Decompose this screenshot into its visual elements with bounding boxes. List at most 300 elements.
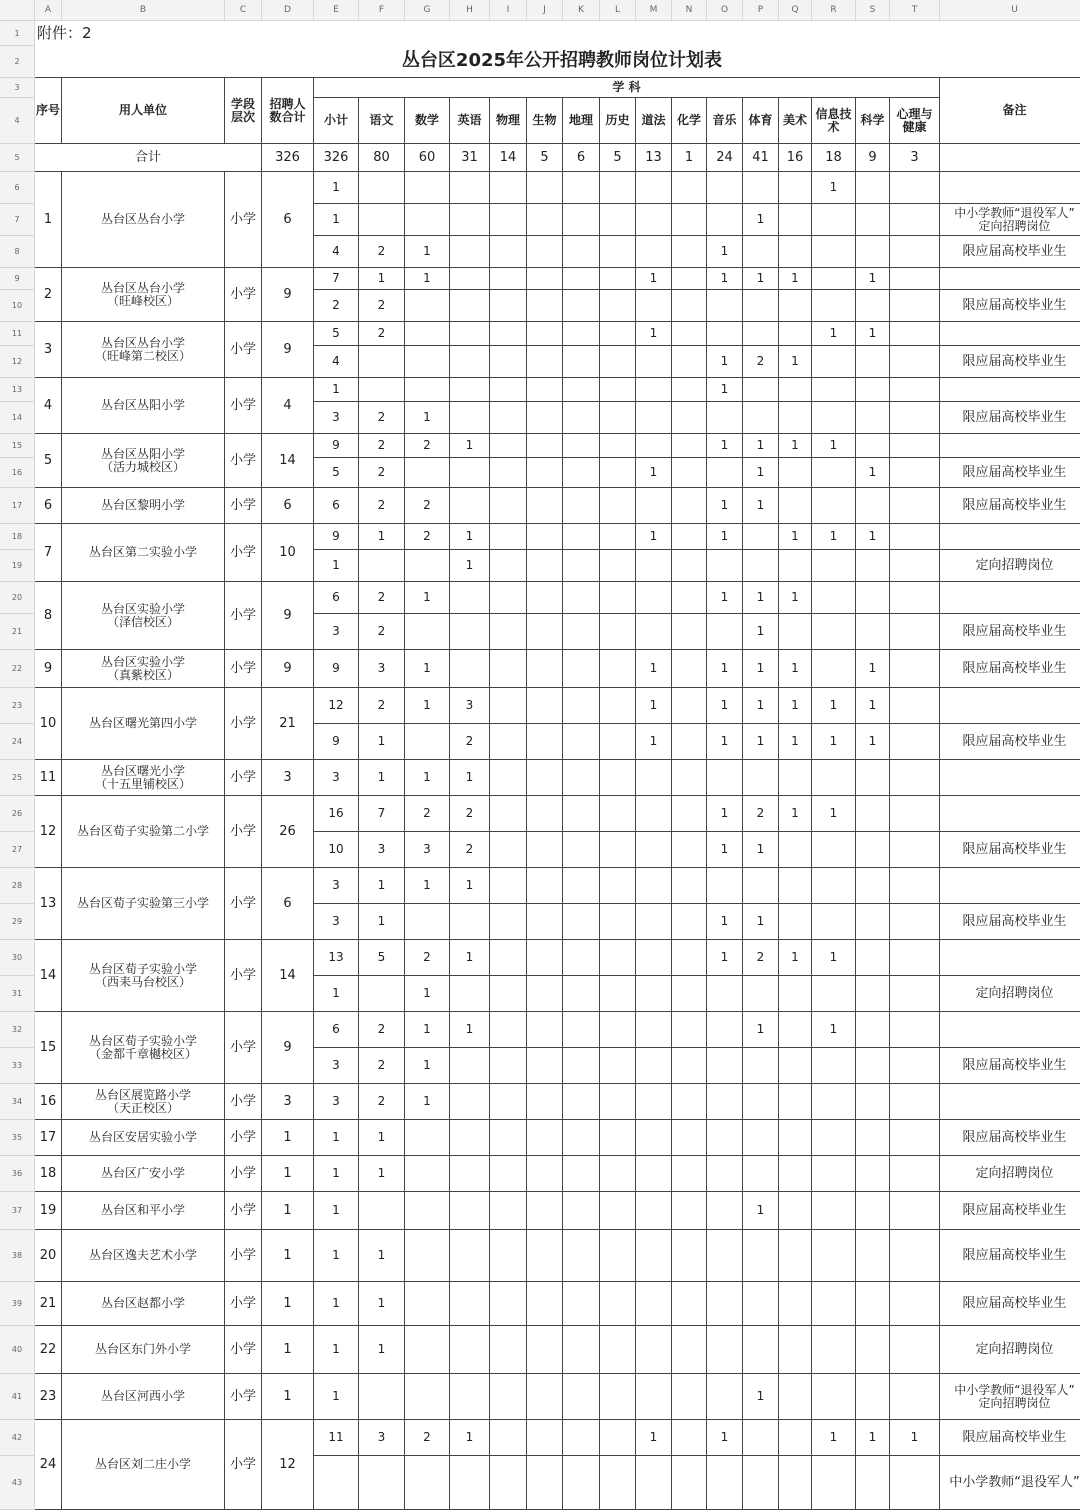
subject-value[interactable]: 1 (359, 760, 405, 796)
subject-value[interactable] (563, 524, 600, 550)
subject-value[interactable] (359, 172, 405, 204)
subject-value[interactable] (527, 1012, 563, 1048)
subject-value[interactable] (672, 688, 707, 724)
subject-value[interactable] (856, 434, 890, 458)
subject-value[interactable] (563, 236, 600, 268)
subject-value[interactable]: 1 (743, 1192, 779, 1230)
subject-value[interactable]: 2 (743, 796, 779, 832)
subject-value[interactable]: 1 (314, 1230, 359, 1282)
unit-seq[interactable]: 4 (35, 378, 62, 434)
subject-value[interactable] (672, 1192, 707, 1230)
subject-value[interactable] (450, 1230, 490, 1282)
subject-value[interactable]: 1 (359, 1230, 405, 1282)
subject-value[interactable] (890, 1192, 940, 1230)
column-header[interactable]: C (225, 0, 262, 21)
subject-value[interactable]: 1 (359, 268, 405, 290)
subject-value[interactable] (450, 1048, 490, 1084)
row-header[interactable]: 1 (0, 21, 35, 46)
header-subject[interactable]: 地理 (563, 98, 600, 144)
subject-value[interactable] (490, 378, 527, 402)
subject-value[interactable] (527, 402, 563, 434)
column-header[interactable]: E (314, 0, 359, 21)
subject-value[interactable] (490, 650, 527, 688)
subject-value[interactable] (600, 940, 636, 976)
subject-value[interactable] (890, 724, 940, 760)
subject-value[interactable] (812, 1456, 856, 1510)
subject-value[interactable] (743, 550, 779, 582)
subject-value[interactable]: 6 (314, 1012, 359, 1048)
unit-count[interactable]: 1 (262, 1282, 314, 1326)
subject-value[interactable]: 1 (405, 582, 450, 614)
subject-value[interactable] (636, 1012, 672, 1048)
subject-value[interactable] (450, 1192, 490, 1230)
subject-value[interactable]: 1 (359, 724, 405, 760)
subject-value[interactable] (527, 724, 563, 760)
subject-value[interactable] (890, 1048, 940, 1084)
unit-level[interactable]: 小学 (225, 650, 262, 688)
subject-value[interactable] (856, 904, 890, 940)
subject-value[interactable]: 1 (405, 402, 450, 434)
header-subject[interactable]: 体育 (743, 98, 779, 144)
subject-value[interactable]: 1 (636, 688, 672, 724)
subject-value[interactable] (812, 976, 856, 1012)
row-header[interactable]: 16 (0, 458, 35, 488)
subject-value[interactable] (563, 1282, 600, 1326)
subject-value[interactable] (707, 760, 743, 796)
subject-value[interactable]: 1 (743, 434, 779, 458)
subject-value[interactable]: 2 (405, 940, 450, 976)
subject-value[interactable]: 6 (314, 582, 359, 614)
subject-value[interactable] (405, 904, 450, 940)
subject-value[interactable]: 1 (707, 434, 743, 458)
subject-value[interactable] (779, 1048, 812, 1084)
subject-value[interactable]: 5 (314, 322, 359, 346)
remark[interactable]: 限应届高校毕业生 (940, 1048, 1080, 1084)
subject-value[interactable] (707, 1084, 743, 1120)
subject-value[interactable] (890, 760, 940, 796)
subject-value[interactable] (779, 322, 812, 346)
column-header[interactable]: A (35, 0, 62, 21)
subject-value[interactable]: 1 (707, 832, 743, 868)
subject-value[interactable] (600, 868, 636, 904)
subject-value[interactable] (450, 172, 490, 204)
subject-value[interactable]: 5 (314, 458, 359, 488)
row-header[interactable]: 9 (0, 268, 35, 290)
subject-value[interactable]: 1 (314, 1374, 359, 1420)
subject-value[interactable] (563, 172, 600, 204)
subject-value[interactable] (707, 290, 743, 322)
subject-value[interactable]: 1 (405, 1048, 450, 1084)
unit-level[interactable]: 小学 (225, 1420, 262, 1510)
subject-value[interactable]: 2 (405, 796, 450, 832)
subject-value[interactable] (405, 1230, 450, 1282)
subject-value[interactable] (812, 1282, 856, 1326)
subject-value[interactable] (490, 940, 527, 976)
subject-value[interactable] (600, 172, 636, 204)
subject-value[interactable] (527, 904, 563, 940)
subject-value[interactable] (600, 688, 636, 724)
subject-value[interactable] (527, 832, 563, 868)
subject-value[interactable] (450, 402, 490, 434)
subject-value[interactable] (600, 488, 636, 524)
subject-value[interactable]: 1 (405, 976, 450, 1012)
subject-value[interactable] (779, 378, 812, 402)
subject-value[interactable]: 1 (405, 236, 450, 268)
subject-value[interactable] (856, 940, 890, 976)
subject-value[interactable] (672, 378, 707, 402)
subject-value[interactable] (600, 290, 636, 322)
column-header[interactable]: H (450, 0, 490, 21)
subject-value[interactable] (812, 290, 856, 322)
subject-value[interactable] (743, 1456, 779, 1510)
unit-name[interactable]: 丛台区实验小学 （泽信校区） (62, 582, 225, 650)
subject-value[interactable] (527, 940, 563, 976)
subject-value[interactable] (672, 402, 707, 434)
unit-level[interactable]: 小学 (225, 378, 262, 434)
unit-seq[interactable]: 11 (35, 760, 62, 796)
row-header[interactable]: 15 (0, 434, 35, 458)
row-header[interactable]: 26 (0, 796, 35, 832)
subject-value[interactable]: 2 (359, 236, 405, 268)
subject-value[interactable] (490, 1230, 527, 1282)
subject-value[interactable] (359, 976, 405, 1012)
header-subject[interactable]: 语文 (359, 98, 405, 144)
unit-seq[interactable]: 9 (35, 650, 62, 688)
row-header[interactable]: 33 (0, 1048, 35, 1084)
unit-name[interactable]: 丛台区河西小学 (62, 1374, 225, 1420)
subject-value[interactable]: 1 (707, 688, 743, 724)
subject-value[interactable] (600, 1084, 636, 1120)
column-header[interactable]: P (743, 0, 779, 21)
subject-value[interactable] (707, 322, 743, 346)
subject-value[interactable] (636, 172, 672, 204)
subject-value[interactable]: 1 (707, 940, 743, 976)
subject-value[interactable] (779, 1012, 812, 1048)
subject-value[interactable] (707, 868, 743, 904)
subject-value[interactable]: 1 (707, 582, 743, 614)
subject-value[interactable] (779, 1084, 812, 1120)
subject-value[interactable] (527, 488, 563, 524)
row-header[interactable]: 39 (0, 1282, 35, 1326)
subject-value[interactable] (490, 172, 527, 204)
subject-value[interactable] (636, 346, 672, 378)
unit-level[interactable]: 小学 (225, 434, 262, 488)
subject-value[interactable]: 1 (707, 268, 743, 290)
subject-value[interactable]: 3 (359, 832, 405, 868)
subject-value[interactable]: 2 (359, 488, 405, 524)
subject-value[interactable] (600, 724, 636, 760)
subject-value[interactable] (563, 650, 600, 688)
subject-value[interactable]: 1 (743, 1374, 779, 1420)
subject-value[interactable] (527, 582, 563, 614)
subject-value[interactable] (779, 1374, 812, 1420)
subject-value[interactable]: 1 (450, 760, 490, 796)
remark[interactable]: 定向招聘岗位 (940, 1156, 1080, 1192)
subject-value[interactable] (707, 976, 743, 1012)
subject-value[interactable] (490, 204, 527, 236)
subject-value[interactable] (636, 868, 672, 904)
subject-value[interactable]: 1 (779, 940, 812, 976)
subject-value[interactable] (779, 1282, 812, 1326)
subject-value[interactable] (563, 402, 600, 434)
subject-value[interactable] (636, 976, 672, 1012)
subject-value[interactable] (636, 1192, 672, 1230)
subject-value[interactable] (779, 290, 812, 322)
unit-count[interactable]: 6 (262, 172, 314, 268)
subject-value[interactable]: 1 (743, 650, 779, 688)
subject-value[interactable] (812, 236, 856, 268)
subject-value[interactable] (563, 1084, 600, 1120)
row-header[interactable]: 13 (0, 378, 35, 402)
unit-level[interactable]: 小学 (225, 1120, 262, 1156)
subject-value[interactable] (600, 1282, 636, 1326)
subject-value[interactable] (890, 434, 940, 458)
header-subject[interactable]: 信息技 术 (812, 98, 856, 144)
subject-value[interactable] (563, 290, 600, 322)
subject-value[interactable] (563, 1120, 600, 1156)
subject-value[interactable]: 1 (890, 1420, 940, 1456)
subject-value[interactable] (890, 976, 940, 1012)
row-header[interactable]: 20 (0, 582, 35, 614)
subject-value[interactable] (405, 378, 450, 402)
subject-value[interactable] (890, 1120, 940, 1156)
subject-value[interactable] (527, 1282, 563, 1326)
subject-value[interactable] (563, 1420, 600, 1456)
header-seq[interactable]: 序号 (35, 78, 62, 144)
unit-seq[interactable]: 2 (35, 268, 62, 322)
subject-value[interactable] (450, 1456, 490, 1510)
subject-value[interactable] (856, 290, 890, 322)
subject-value[interactable] (779, 614, 812, 650)
subject-value[interactable]: 1 (314, 550, 359, 582)
subject-value[interactable]: 3 (359, 650, 405, 688)
subject-value[interactable] (636, 1456, 672, 1510)
subject-value[interactable]: 1 (743, 488, 779, 524)
unit-name[interactable]: 丛台区东门外小学 (62, 1326, 225, 1374)
subject-value[interactable]: 1 (405, 868, 450, 904)
subject-value[interactable] (890, 346, 940, 378)
subject-value[interactable]: 1 (450, 940, 490, 976)
subject-value[interactable] (450, 1084, 490, 1120)
subject-value[interactable] (672, 1420, 707, 1456)
remark[interactable] (940, 378, 1080, 402)
row-header[interactable]: 36 (0, 1156, 35, 1192)
subject-value[interactable] (490, 458, 527, 488)
subject-value[interactable] (672, 488, 707, 524)
remark[interactable]: 定向招聘岗位 (940, 1326, 1080, 1374)
unit-seq[interactable]: 15 (35, 1012, 62, 1084)
subject-value[interactable]: 4 (314, 236, 359, 268)
subject-value[interactable] (707, 550, 743, 582)
subject-value[interactable] (600, 650, 636, 688)
unit-level[interactable]: 小学 (225, 1084, 262, 1120)
subject-value[interactable] (812, 488, 856, 524)
subject-value[interactable] (856, 550, 890, 582)
subject-value[interactable] (890, 582, 940, 614)
subject-value[interactable]: 3 (314, 1048, 359, 1084)
subject-value[interactable]: 1 (779, 582, 812, 614)
subject-value[interactable] (600, 904, 636, 940)
subject-value[interactable] (450, 904, 490, 940)
subject-value[interactable] (707, 1048, 743, 1084)
subject-value[interactable]: 1 (779, 724, 812, 760)
unit-count[interactable]: 3 (262, 1084, 314, 1120)
subject-value[interactable] (405, 614, 450, 650)
subject-value[interactable]: 1 (743, 724, 779, 760)
subject-value[interactable]: 2 (743, 940, 779, 976)
unit-level[interactable]: 小学 (225, 1282, 262, 1326)
subject-value[interactable] (450, 976, 490, 1012)
column-header[interactable]: J (527, 0, 563, 21)
unit-count[interactable]: 3 (262, 760, 314, 796)
subject-value[interactable] (707, 1374, 743, 1420)
unit-level[interactable]: 小学 (225, 268, 262, 322)
subject-value[interactable] (707, 1456, 743, 1510)
column-header[interactable]: F (359, 0, 405, 21)
subject-value[interactable] (812, 346, 856, 378)
row-header[interactable]: 35 (0, 1120, 35, 1156)
subject-value[interactable] (707, 402, 743, 434)
subject-value[interactable]: 1 (707, 1420, 743, 1456)
subject-value[interactable] (672, 976, 707, 1012)
unit-name[interactable]: 丛台区荀子实验小学 （西耒马台校区） (62, 940, 225, 1012)
subject-value[interactable] (527, 346, 563, 378)
subject-value[interactable] (743, 236, 779, 268)
row-header[interactable]: 24 (0, 724, 35, 760)
subject-value[interactable] (563, 940, 600, 976)
subject-value[interactable] (779, 868, 812, 904)
subject-value[interactable] (743, 1084, 779, 1120)
subject-value[interactable] (490, 402, 527, 434)
remark[interactable] (940, 940, 1080, 976)
remark[interactable] (940, 524, 1080, 550)
subject-value[interactable]: 1 (636, 458, 672, 488)
subject-value[interactable]: 9 (314, 724, 359, 760)
header-subject[interactable]: 历史 (600, 98, 636, 144)
subject-value[interactable] (856, 172, 890, 204)
header-subject[interactable]: 生物 (527, 98, 563, 144)
subject-value[interactable]: 1 (779, 688, 812, 724)
subject-value[interactable] (743, 524, 779, 550)
unit-name[interactable]: 丛台区展览路小学 （天正校区） (62, 1084, 225, 1120)
subject-value[interactable] (527, 1374, 563, 1420)
subject-value[interactable] (890, 904, 940, 940)
subject-value[interactable] (450, 378, 490, 402)
subject-value[interactable]: 1 (314, 172, 359, 204)
subject-value[interactable]: 1 (450, 524, 490, 550)
subject-value[interactable] (636, 1230, 672, 1282)
subject-value[interactable] (672, 268, 707, 290)
subject-value[interactable] (563, 268, 600, 290)
subject-value[interactable]: 2 (359, 290, 405, 322)
subject-value[interactable] (450, 268, 490, 290)
subject-value[interactable] (527, 290, 563, 322)
subject-value[interactable] (743, 1156, 779, 1192)
row-header[interactable]: 6 (0, 172, 35, 204)
subject-value[interactable] (856, 1156, 890, 1192)
subject-value[interactable] (812, 458, 856, 488)
subject-value[interactable]: 1 (359, 1120, 405, 1156)
unit-count[interactable]: 9 (262, 582, 314, 650)
unit-seq[interactable]: 10 (35, 688, 62, 760)
subject-value[interactable] (450, 1282, 490, 1326)
subject-value[interactable] (636, 1156, 672, 1192)
subject-value[interactable] (490, 1120, 527, 1156)
subject-value[interactable]: 1 (314, 1282, 359, 1326)
row-header[interactable]: 41 (0, 1374, 35, 1420)
subject-value[interactable] (563, 1192, 600, 1230)
unit-name[interactable]: 丛台区和平小学 (62, 1192, 225, 1230)
total-count[interactable]: 326 (262, 144, 314, 172)
subject-value[interactable] (600, 204, 636, 236)
subject-value[interactable] (600, 1456, 636, 1510)
remark[interactable]: 限应届高校毕业生 (940, 488, 1080, 524)
subject-value[interactable] (450, 290, 490, 322)
row-header[interactable]: 2 (0, 46, 35, 78)
subject-value[interactable] (672, 1456, 707, 1510)
subject-value[interactable]: 4 (314, 346, 359, 378)
subject-value[interactable] (856, 204, 890, 236)
subject-value[interactable] (743, 868, 779, 904)
subject-value[interactable]: 3 (405, 832, 450, 868)
subject-value[interactable] (563, 1374, 600, 1420)
subject-value[interactable] (450, 650, 490, 688)
remark[interactable]: 限应届高校毕业生 (940, 236, 1080, 268)
subject-value[interactable] (812, 204, 856, 236)
unit-name[interactable]: 丛台区荀子实验小学 （金都千章樾校区） (62, 1012, 225, 1084)
total-value[interactable]: 326 (314, 144, 359, 172)
subject-value[interactable]: 1 (314, 1156, 359, 1192)
row-header[interactable]: 40 (0, 1326, 35, 1374)
subject-value[interactable] (890, 236, 940, 268)
subject-value[interactable] (707, 458, 743, 488)
subject-value[interactable] (707, 1120, 743, 1156)
subject-value[interactable]: 2 (405, 1420, 450, 1456)
subject-value[interactable] (314, 1456, 359, 1510)
subject-value[interactable] (890, 458, 940, 488)
subject-value[interactable]: 1 (812, 796, 856, 832)
header-subject[interactable]: 数学 (405, 98, 450, 144)
subject-value[interactable]: 3 (359, 1420, 405, 1456)
subject-value[interactable] (812, 1048, 856, 1084)
subject-value[interactable] (490, 434, 527, 458)
subject-value[interactable] (856, 614, 890, 650)
row-header[interactable]: 30 (0, 940, 35, 976)
subject-value[interactable] (636, 1120, 672, 1156)
total-value[interactable]: 13 (636, 144, 672, 172)
subject-value[interactable] (812, 378, 856, 402)
subject-value[interactable]: 1 (405, 688, 450, 724)
subject-value[interactable]: 1 (812, 940, 856, 976)
subject-value[interactable] (600, 1230, 636, 1282)
subject-value[interactable] (743, 760, 779, 796)
subject-value[interactable]: 1 (636, 1420, 672, 1456)
subject-value[interactable] (563, 1456, 600, 1510)
subject-value[interactable]: 1 (812, 1012, 856, 1048)
column-header[interactable]: T (890, 0, 940, 21)
column-header[interactable]: B (62, 0, 225, 21)
subject-value[interactable]: 1 (707, 650, 743, 688)
subject-value[interactable]: 1 (856, 688, 890, 724)
subject-value[interactable] (490, 614, 527, 650)
column-header[interactable]: R (812, 0, 856, 21)
remark[interactable] (940, 868, 1080, 904)
unit-seq[interactable]: 23 (35, 1374, 62, 1420)
subject-value[interactable] (672, 868, 707, 904)
subject-value[interactable] (563, 796, 600, 832)
remark[interactable]: 限应届高校毕业生 (940, 1230, 1080, 1282)
subject-value[interactable] (563, 1048, 600, 1084)
